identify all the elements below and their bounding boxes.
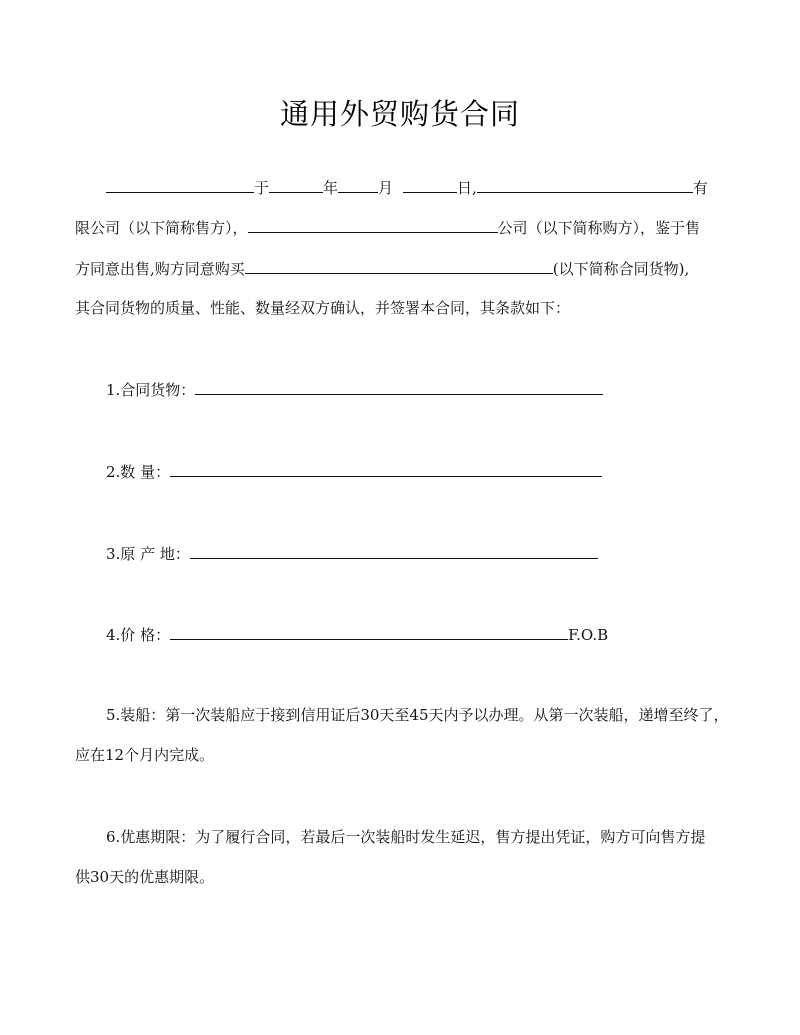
preamble-line-1: 于 年 月 日, 有 xyxy=(106,175,708,199)
clause-quantity: 2.数 量： xyxy=(106,459,602,483)
clause-shipment-line-2: 应在12个月内完成。 xyxy=(75,746,215,764)
goods-field[interactable] xyxy=(195,377,603,395)
preamble-line-2: 限公司（以下简称售方）， 公司（以下简称购方），鉴于售 xyxy=(75,215,700,239)
day-blank[interactable] xyxy=(403,175,457,193)
clause-price: 4.价 格： F.O.B xyxy=(106,622,608,646)
year-blank[interactable] xyxy=(269,175,323,193)
document-title: 通用外贸购货合同 xyxy=(279,97,520,131)
buyer-company-blank[interactable] xyxy=(248,215,498,233)
origin-field[interactable] xyxy=(190,541,598,559)
price-field[interactable] xyxy=(170,622,568,640)
goods-blank[interactable] xyxy=(245,256,553,274)
month-blank[interactable] xyxy=(338,175,378,193)
preamble-line-4: 其合同货物的质量、性能、数量经双方确认，并签署本合同，其条款如下： xyxy=(75,299,571,317)
seller-name-blank[interactable] xyxy=(106,175,254,193)
quantity-field[interactable] xyxy=(170,459,602,477)
clause-grace-line-2: 供30天的优惠期限。 xyxy=(75,868,215,886)
preamble-line-3: 方同意出售,购方同意购买 (以下简称合同货物), xyxy=(75,256,689,280)
clause-goods: 1.合同货物： xyxy=(106,377,603,401)
clause-grace-line-1: 6.优惠期限：为了履行合同，若最后一次装船时发生延迟，售方提出凭证，购方可向售方提 xyxy=(106,828,706,846)
clause-shipment-line-1: 5.装船：第一次装船应于接到信用证后30天至45天内予以办理。从第一次装船，递增至终了， xyxy=(106,706,729,724)
seller-company-blank[interactable] xyxy=(477,175,693,193)
clause-origin: 3.原 产 地： xyxy=(106,541,598,565)
